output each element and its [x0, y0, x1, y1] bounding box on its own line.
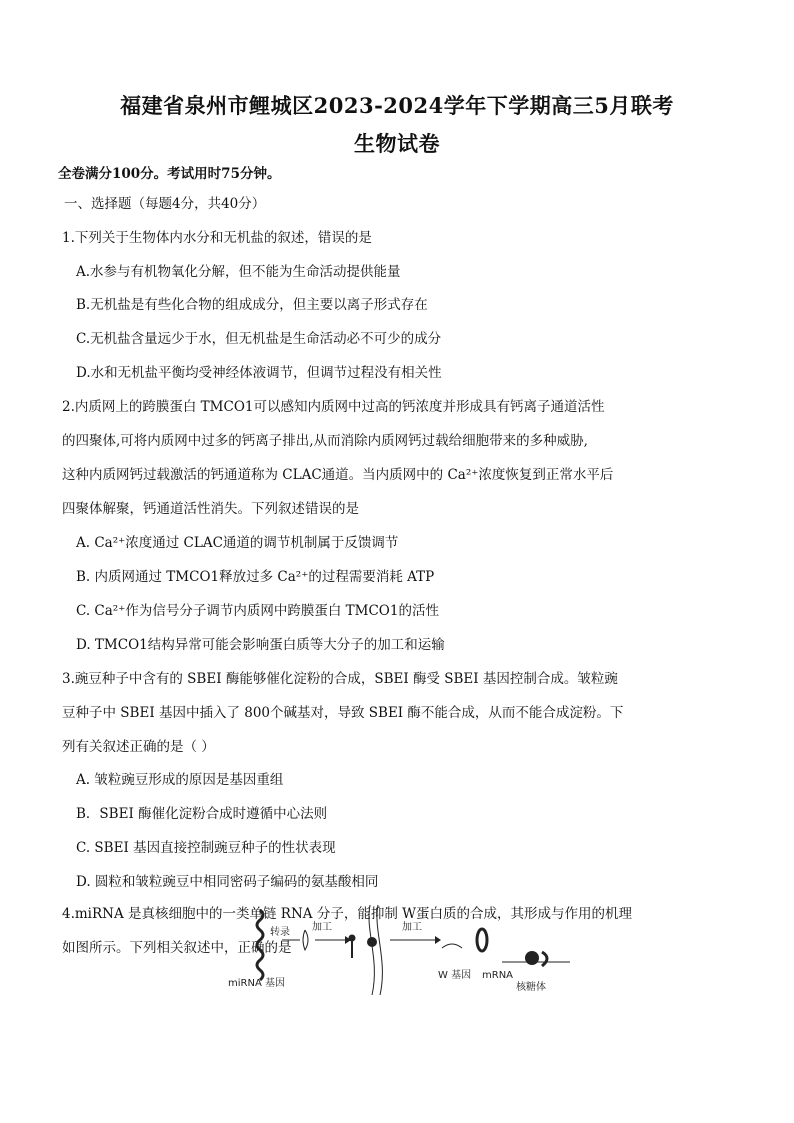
q1-option-a: A.水参与有机物氧化分解，但不能为生命活动提供能量 [76, 264, 401, 280]
q1-option-c: C.无机盐含量远少于水，但无机盐是生命活动必不可少的成分 [76, 331, 442, 347]
paper-title: 福建省泉州市鲤城区2023-2024学年下学期高三5月联考 [120, 93, 674, 118]
q2-stem-line-1: 2.内质网上的跨膜蛋白 TMCO1可以感知内质网中过高的钙浓度并形成具有钙离子通道活性 [62, 399, 605, 415]
mirna-gene-shape [257, 910, 263, 980]
mirna-mechanism-figure [220, 900, 580, 1000]
q2-option-d: D. TMCO1结构异常可能会影响蛋白质等大分子的加工和运输 [76, 637, 445, 653]
q2-option-a: A. Ca²⁺浓度通过 CLAC通道的调节机制属于反馈调节 [76, 535, 399, 551]
q2-option-b: B. 内质网通过 TMCO1释放过多 Ca²⁺的过程需要消耗 ATP [76, 569, 435, 585]
q3-stem-line-1: 3.豌豆种子中含有的 SBEI 酶能够催化淀粉的合成，SBEI 酶受 SBEI 基因控制合成。皱粒豌 [62, 671, 618, 687]
q2-option-c: C. Ca²⁺作为信号分子调节内质网中跨膜蛋白 TMCO1的活性 [76, 603, 439, 619]
label-mrna: mRNA [482, 970, 514, 981]
mature-mirna [442, 944, 462, 948]
q1-stem: 1.下列关于生物体内水分和无机盐的叙述，错误的是 [62, 230, 372, 246]
label-transcription: 转录 [270, 927, 290, 938]
q3-option-c: C. SBEI 基因直接控制豌豆种子的性状表现 [76, 840, 336, 856]
arrowhead-2 [435, 936, 441, 944]
q3-stem-line-3: 列有关叙述正确的是（ ） [62, 739, 215, 755]
label-ribosome: 核糖体 [516, 982, 546, 993]
q4-stem-line-1: 4.miRNA 是真核细胞中的一类单链 RNA 分子，能抑制 W蛋白质的合成，其形成与作用的机理 [62, 906, 632, 922]
q1-option-d: D.水和无机盐平衡均受神经体液调节，但调节过程没有相关性 [76, 365, 442, 381]
q3-stem-line-2: 豆种子中 SBEI 基因中插入了 800个碱基对，导致 SBEI 酶不能合成，从而不能合成淀粉。下 [62, 705, 624, 721]
q4-stem-line-2: 如图所示。下列相关叙述中，正确的是 [62, 940, 292, 956]
q1-option-b: B.无机盐是有些化合物的组成成分，但主要以离子形式存在 [76, 297, 428, 313]
label-processing-2: 加工 [402, 922, 422, 933]
label-processing-1: 加工 [312, 922, 332, 933]
q3-option-d: D. 圆粒和皱粒豌豆中相同密码子编码的氨基酸相同 [76, 874, 379, 890]
nuclear-membrane-2 [377, 905, 382, 995]
pre-mirna-hairpin [303, 930, 308, 950]
q3-option-a: A. 皱粒豌豆形成的原因是基因重组 [76, 772, 284, 788]
paper-subtitle: 生物试卷 [354, 131, 440, 156]
q2-stem-line-3: 这种内质网钙过载激活的钙通道称为 CLAC通道。当内质网中的 Ca²⁺浓度恢复到正常水平后 [62, 467, 614, 483]
risc-complex [477, 929, 487, 951]
label-w-gene: W 基因 [438, 970, 472, 981]
ribosome-subunit [542, 952, 547, 966]
mirna-dot [349, 935, 356, 942]
nuclear-membrane-1 [369, 905, 374, 995]
q2-stem-line-4: 四聚体解聚，钙通道活性消失。下列叙述错误的是 [62, 501, 359, 517]
label-mirna-gene: miRNA 基因 [228, 978, 285, 989]
exam-info: 全卷满分100分。考试用时75分钟。 [58, 166, 281, 182]
export-complex [367, 937, 377, 947]
q2-stem-line-2: 的四聚体,可将内质网中过多的钙离子排出,从而消除内质网钙过载给细胞带来的多种威胁, [62, 433, 588, 449]
ribosome-shape [525, 951, 539, 965]
q3-option-b: B．SBEI 酶催化淀粉合成时遵循中心法则 [76, 806, 328, 822]
section-heading: 一、选择题（每题4分，共40分） [64, 196, 266, 212]
